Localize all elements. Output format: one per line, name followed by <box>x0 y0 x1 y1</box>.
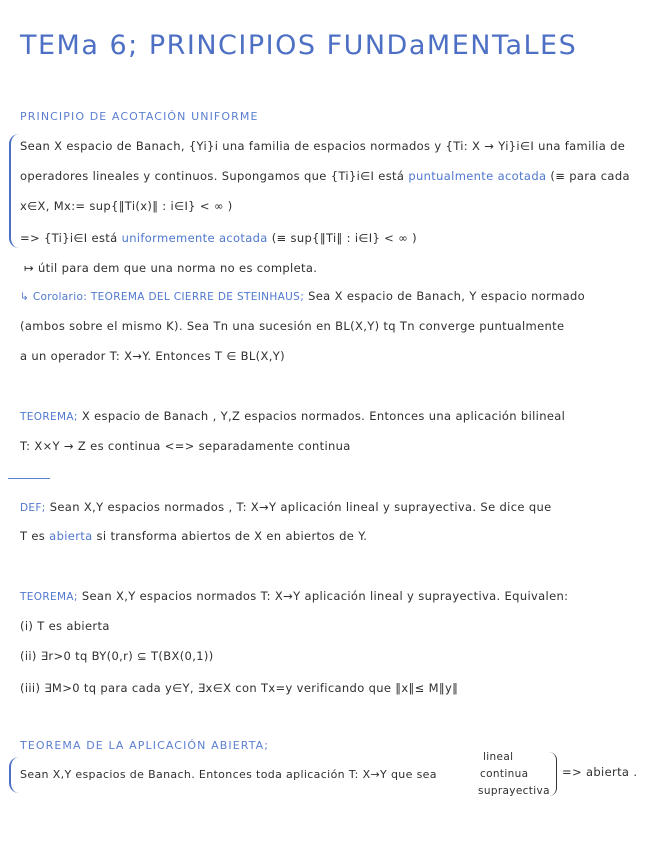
highlight-term: uniformemente acotada <box>121 231 268 245</box>
text-span: si transforma abiertos de X en abiertos de Y. <box>96 529 368 543</box>
text-span: Sea X espacio de Banach, Y espacio normado <box>308 289 586 303</box>
left-brace <box>9 757 20 793</box>
text-line <box>20 409 565 423</box>
text-span: Sean X,Y espacios normados T: X→Y aplicación lineal y suprayectiva. Equivalen: <box>81 589 569 603</box>
text-line <box>20 231 417 245</box>
text-span: (≡ sup{‖Ti‖ : i∈I} < ∞ ) <box>271 231 417 245</box>
section-heading-acotacion: PRINCIPIO DE ACOTACIÓN UNIFORME <box>20 110 259 123</box>
text-line: (ambos sobre el mismo K). Sea Tn una sucesión en BL(X,Y) tq Tn converge puntualmente <box>20 319 565 333</box>
text-line: T: X×Y → Z es continua <=> separadamente continua <box>20 439 351 453</box>
section-heading-def: DEF; <box>20 502 46 514</box>
section-heading-teorema: TEOREMA; <box>20 411 78 423</box>
text-line: Sean X espacio de Banach, {Yi}i una familia de espacios normados y {Ti: X → Yi}i∈I una familia de <box>20 139 626 153</box>
section-heading-aplicacion-abierta: TEOREMA DE LA APLICACIÓN ABIERTA; <box>20 739 270 752</box>
highlight-term: abierta <box>49 529 93 543</box>
divider <box>8 478 50 479</box>
text-line: x∈X, Mx:= sup{‖Ti(x)‖ : i∈I} < ∞ ) <box>20 199 233 213</box>
list-item: (i) T es abierta <box>20 619 110 633</box>
text-span: (≡ para cada <box>550 169 630 183</box>
left-brace <box>9 134 20 248</box>
text-line <box>20 289 585 303</box>
text-line: a un operador T: X→Y. Entonces T ∈ BL(X,Y) <box>20 349 285 363</box>
condition-label: lineal <box>483 751 514 763</box>
text-span: => {Ti}i∈I está <box>20 231 118 245</box>
corollary-label: ↳ Corolario: TEOREMA DEL CIERRE DE STEINHAUS; <box>20 291 305 303</box>
text-span: operadores lineales y continuos. Supongamos que {Ti}i∈I está <box>20 169 405 183</box>
right-brace <box>549 752 557 796</box>
text-line: ↦ útil para dem que una norma no es completa. <box>24 261 318 275</box>
text-span: Sean X,Y espacios normados , T: X→Y aplicación lineal y suprayectiva. Se dice que <box>49 500 552 514</box>
text-span: T es <box>20 529 46 543</box>
condition-label: continua <box>480 768 529 780</box>
condition-label: suprayectiva <box>478 785 550 797</box>
list-item: (ii) ∃r>0 tq BY(0,r) ⊆ T(BX(0,1)) <box>20 649 214 663</box>
list-item: (iii) ∃M>0 tq para cada y∈Y, ∃x∈X con Tx=y verificando que ‖x‖≤ M‖y‖ <box>20 681 459 695</box>
highlight-term: puntualmente acotada <box>408 169 547 183</box>
text-line: Sean X,Y espacios de Banach. Entonces toda aplicación T: X→Y que sea <box>20 768 437 781</box>
text-line <box>20 589 568 603</box>
text-line <box>20 529 367 543</box>
result-text: => abierta . <box>562 765 638 779</box>
text-span: X espacio de Banach , Y,Z espacios normados. Entonces una aplicación bilineal <box>81 409 566 423</box>
text-line <box>20 169 630 183</box>
text-line <box>20 500 552 514</box>
section-heading-teorema: TEOREMA; <box>20 591 78 603</box>
page-title: TEMa 6; PRINCIPIOS FUNDaMENTaLES <box>20 30 578 61</box>
